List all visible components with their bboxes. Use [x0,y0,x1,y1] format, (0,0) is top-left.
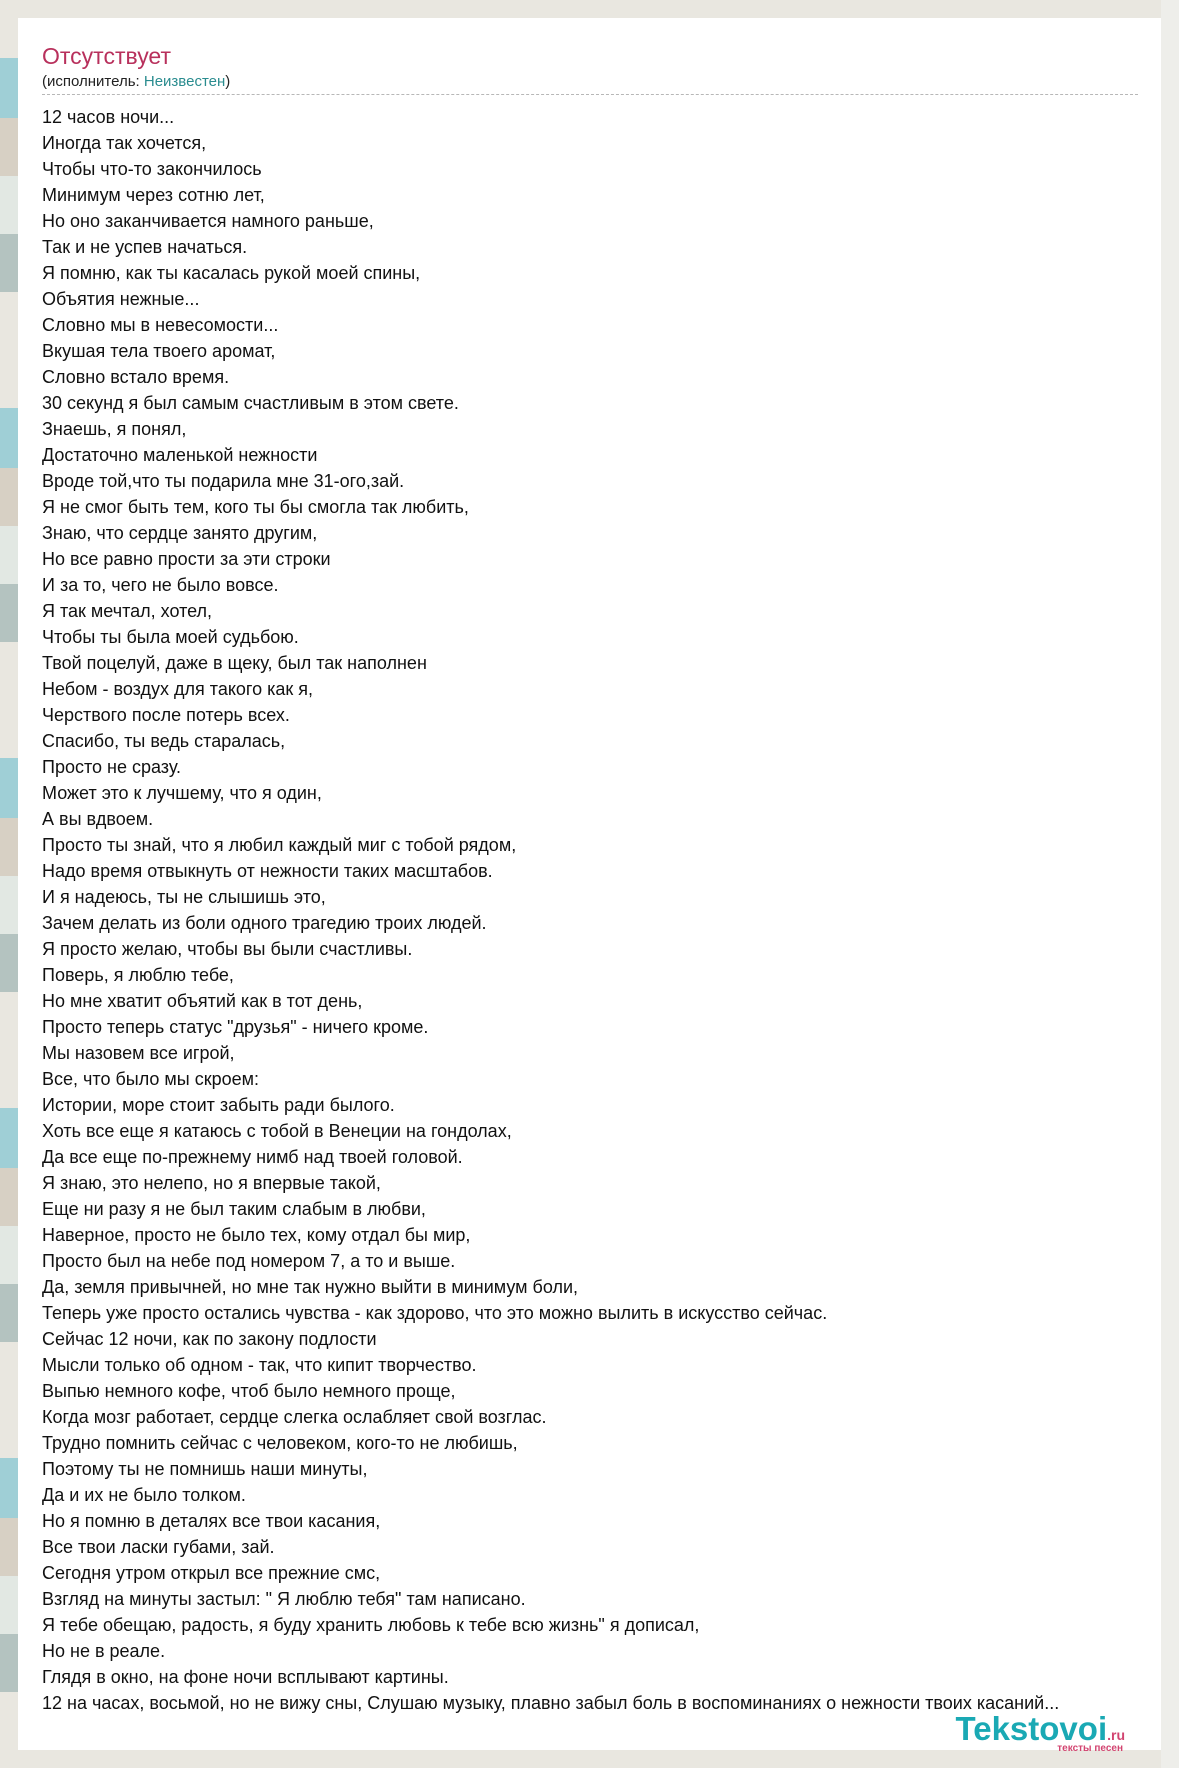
song-title: Отсутствует [42,43,171,69]
lyric-line: И я надеюсь, ты не слышишь это, [42,887,326,907]
lyric-line: Иногда так хочется, [42,133,207,153]
lyric-line: Трудно помнить сейчас с человеком, кого-то не любишь, [42,1433,518,1453]
lyric-line: 12 часов ночи... [42,107,175,127]
tekstovoi-logo[interactable] [956,1712,1125,1754]
lyric-line: 30 секунд я был самым счастливым в этом свете. [42,393,459,413]
lyric-line: Словно мы в невесомости... [42,315,279,335]
lyric-line: Просто не сразу. [42,757,182,777]
lyric-line: Мысли только об одном - так, что кипит творчество. [42,1355,477,1375]
lyric-line: Когда мозг работает, сердце слегка ослабляет свой возглас. [42,1407,547,1427]
lyric-line: Чтобы что-то закончилось [42,159,262,179]
lyric-line: Поэтому ты не помнишь наши минуты, [42,1459,368,1479]
lyric-line: Просто теперь статус "друзья" - ничего кроме. [42,1017,429,1037]
lyric-line: Знаешь, я понял, [42,419,187,439]
lyric-line: Может это к лучшему, что я один, [42,783,322,803]
lyric-line: Наверное, просто не было тех, кому отдал бы мир, [42,1225,471,1245]
lyric-line: Истории, море стоит забыть ради былого. [42,1095,395,1115]
lyric-line: Я так мечтал, хотел, [42,601,213,621]
lyric-line: Я не смог быть тем, кого ты бы смогла так любить, [42,497,469,517]
lyric-line: Поверь, я люблю тебе, [42,965,234,985]
lyric-line: Но не в реале. [42,1641,166,1661]
lyric-line: Просто ты знай, что я любил каждый миг с тобой рядом, [42,835,517,855]
lyric-line: А вы вдвоем. [42,809,154,829]
lyric-line: Я знаю, это нелепо, но я впервые такой, [42,1173,381,1193]
artist-suffix: ) [225,73,231,90]
lyric-line: 12 на часах, восьмой, но не вижу сны, Слушаю музыку, плавно забыл боль в воспоминаниях о нежности твоих касаний... [42,1693,1060,1713]
lyric-line: И за то, чего не было вовсе. [42,575,279,595]
lyric-line: Знаю, что сердце занято другим, [42,523,318,543]
lyric-line: Достаточно маленькой нежности [42,445,318,465]
lyric-line: Спасибо, ты ведь старалась, [42,731,286,751]
lyric-line: Да все еще по-прежнему нимб над твоей головой. [42,1147,463,1167]
lyric-line: Но мне хватит объятий как в тот день, [42,991,363,1011]
artist-link[interactable]: Неизвестен [143,73,226,90]
lyric-line: Хоть все еще я катаюсь с тобой в Венеции на гондолах, [42,1121,512,1141]
lyric-line: Теперь уже просто остались чувства - как здорово, что это можно вылить в искусство сейчас. [42,1303,828,1323]
lyric-line: Словно встало время. [42,367,230,387]
artist-line [42,73,230,91]
lyric-line: Сегодня утром открыл все прежние смс, [42,1563,381,1583]
lyric-line: Я просто желаю, чтобы вы были счастливы. [42,939,413,959]
lyric-line: Да и их не было толком. [42,1485,246,1505]
lyric-line: Минимум через сотню лет, [42,185,265,205]
lyric-line: Глядя в окно, на фоне ночи всплывают картины. [42,1667,449,1687]
lyric-line: Так и не успев начаться. [42,237,248,257]
lyric-line: Вроде той,что ты подарила мне 31-ого,зай. [42,471,405,491]
lyric-line: Мы назовем все игрой, [42,1043,235,1063]
lyric-line: Но все равно прости за эти строки [42,549,331,569]
logo-name: Tekstovoi [955,1710,1108,1747]
lyric-line: Черствого после потерь всех. [42,705,290,725]
lyric-line: Я тебе обещаю, радость, я буду хранить любовь к тебе всю жизнь" я дописал, [42,1615,700,1635]
lyric-line: Но я помню в деталях все твои касания, [42,1511,381,1531]
lyric-line: Твой поцелуй, даже в щеку, был так наполнен [42,653,427,673]
header-divider [42,94,1138,95]
lyric-line: Объятия нежные... [42,289,200,309]
lyric-line: Взгляд на минуты застыл: " Я люблю тебя" там написано. [42,1589,526,1609]
lyric-line: Просто был на небе под номером 7, а то и выше. [42,1251,456,1271]
lyric-line: Сейчас 12 ночи, как по закону подлости [42,1329,377,1349]
lyrics-page [18,18,1161,1754]
lyric-line: Я помню, как ты касалась рукой моей спины, [42,263,421,283]
lyric-line: Надо время отвыкнуть от нежности таких масштабов. [42,861,493,881]
lyric-line: Зачем делать из боли одного трагедию троих людей. [42,913,487,933]
logo-tld: .ru [1107,1727,1125,1743]
lyric-line: Вкушая тела твоего аромат, [42,341,276,361]
lyric-line: Все, что было мы скроем: [42,1069,260,1089]
artist-prefix: (исполнитель: [42,73,144,90]
lyric-line: Да, земля привычней, но мне так нужно выйти в минимум боли, [42,1277,579,1297]
lyrics-text [42,104,1142,1716]
lyric-line: Чтобы ты была моей судьбою. [42,627,299,647]
lyric-line: Все твои ласки губами, зай. [42,1537,275,1557]
lyric-line: Небом - воздух для такого как я, [42,679,314,699]
lyric-line: Еще ни разу я не был таким слабым в любви, [42,1199,426,1219]
lyric-line: Но оно заканчивается намного раньше, [42,211,374,231]
background-stripe-right [1161,0,1179,1768]
lyric-line: Выпью немного кофе, чтоб было немного проще, [42,1381,456,1401]
logo-tagline: тексты песен [1057,1743,1123,1754]
